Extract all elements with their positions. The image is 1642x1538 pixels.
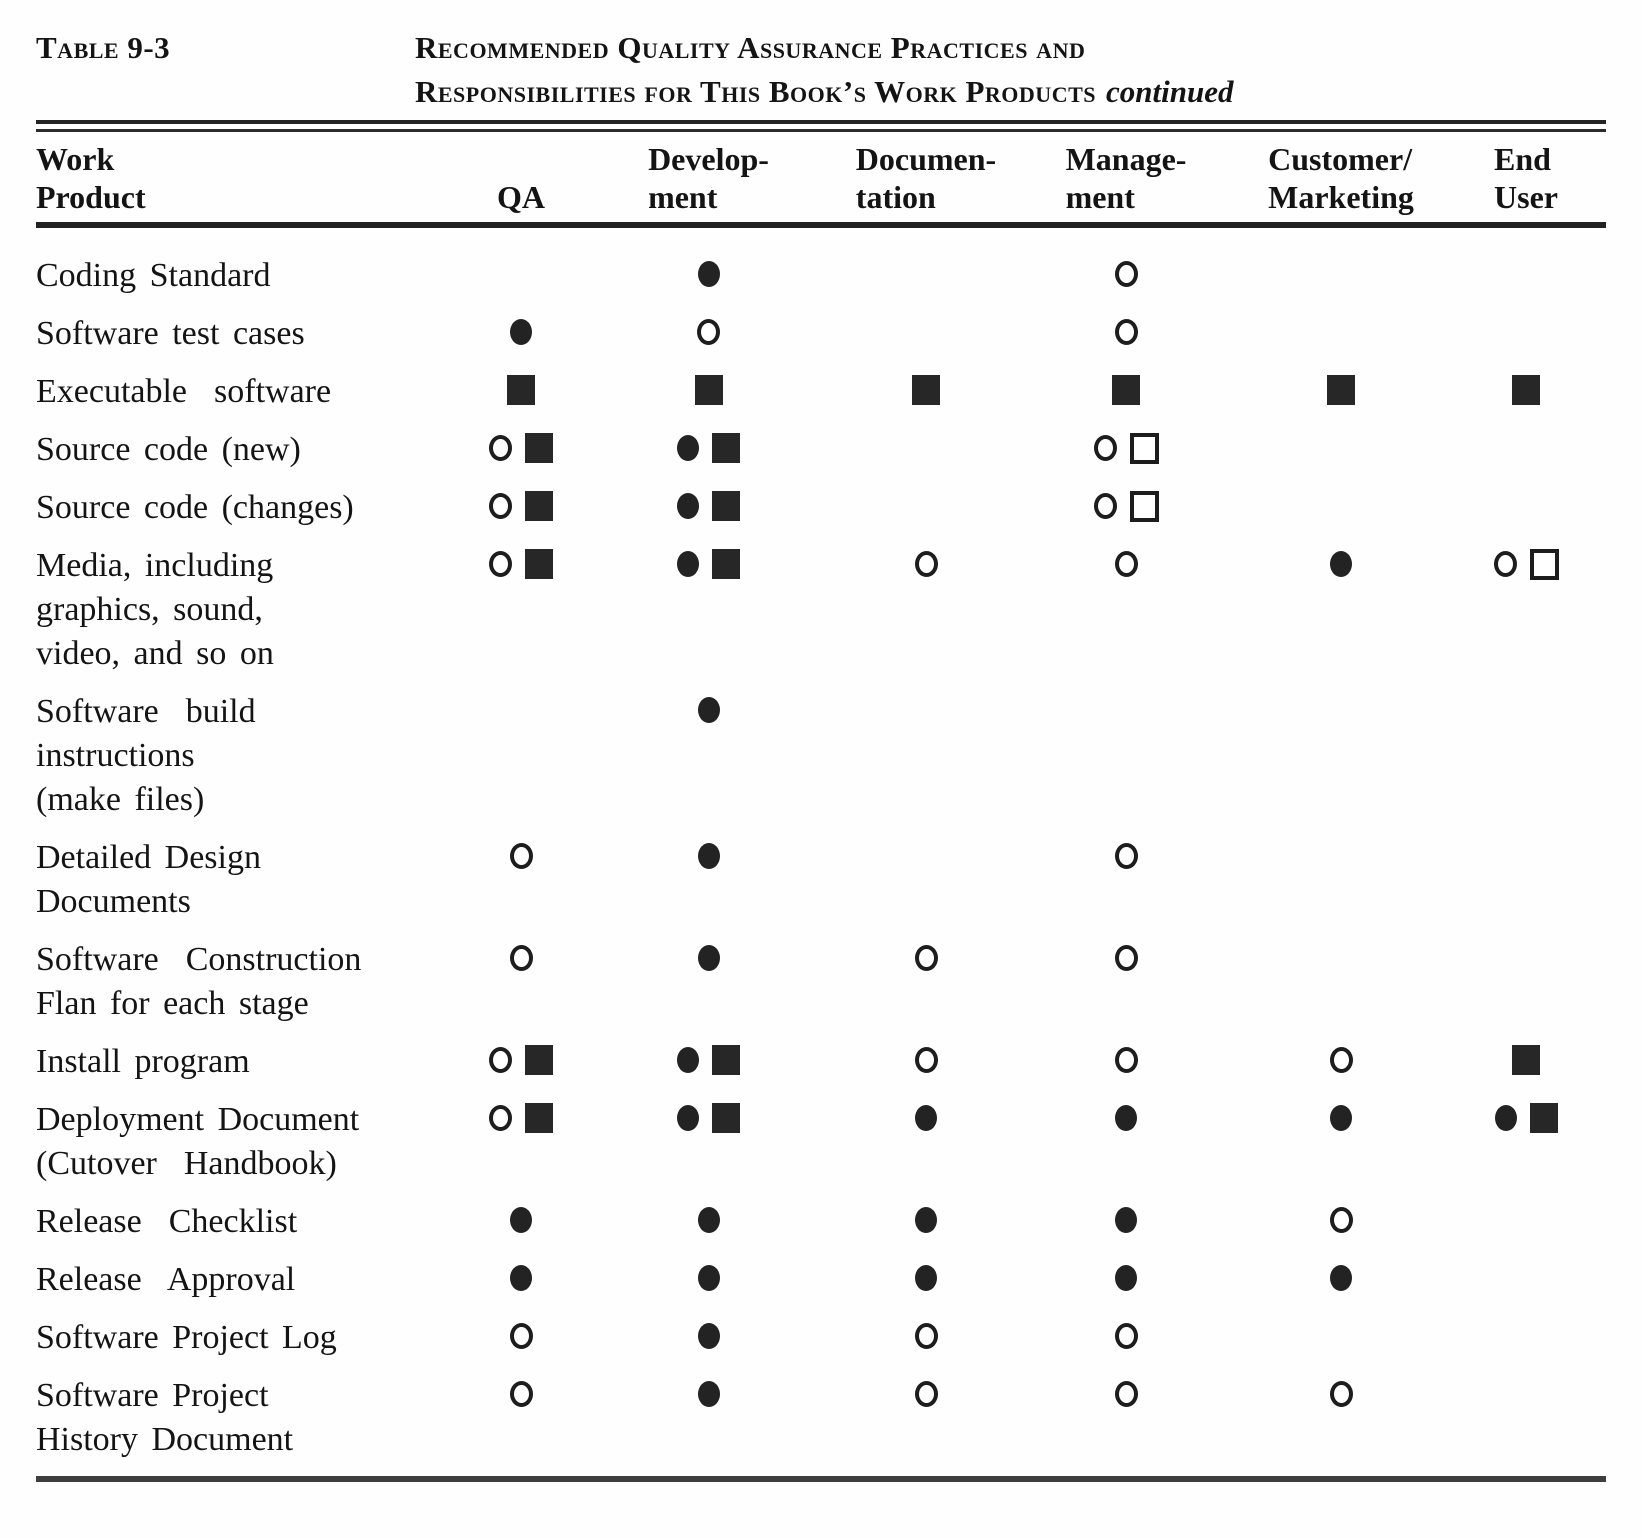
table-cell <box>1021 428 1231 464</box>
table-cell <box>1021 1374 1231 1407</box>
table-cell <box>456 938 586 971</box>
filled-circle-icon <box>1115 1265 1137 1291</box>
filled-circle-icon <box>677 1105 699 1131</box>
table-cell <box>1451 836 1601 843</box>
table-row <box>36 690 1606 822</box>
table-cell <box>1231 1098 1451 1131</box>
work-product-label <box>36 1200 456 1244</box>
header-line1: Develop- <box>648 141 769 177</box>
table-cell <box>1231 312 1451 319</box>
filled-circle-icon <box>698 843 720 869</box>
open-circle-icon <box>697 319 720 345</box>
filled-square-icon <box>525 1045 553 1075</box>
table-cell <box>1231 1200 1451 1233</box>
table-cell <box>831 1200 1021 1233</box>
open-circle-icon <box>489 1047 512 1073</box>
table-cell <box>1451 428 1601 435</box>
filled-circle-icon <box>510 1265 532 1291</box>
table-row <box>36 1374 1606 1462</box>
table-cell <box>1021 1316 1231 1349</box>
open-circle-icon <box>1094 435 1117 461</box>
work-product-label <box>36 312 456 356</box>
table-cell <box>1021 1258 1231 1291</box>
filled-square-icon <box>1512 375 1540 405</box>
work-product-label-line: Release Checklist <box>36 1203 298 1240</box>
filled-circle-icon <box>698 945 720 971</box>
table-cell <box>586 428 831 463</box>
table-cell <box>586 938 831 971</box>
work-product-label <box>36 1316 456 1360</box>
table-cell <box>831 1040 1021 1073</box>
open-circle-icon <box>1115 551 1138 577</box>
filled-square-icon <box>912 375 940 405</box>
table-row <box>36 1258 1606 1302</box>
filled-circle-icon <box>698 1207 720 1233</box>
table-cell <box>456 1316 586 1349</box>
filled-circle-icon <box>698 261 720 287</box>
open-square-icon <box>1130 433 1159 464</box>
table-cell <box>831 690 1021 697</box>
header-development <box>586 140 831 216</box>
filled-circle-icon <box>915 1207 937 1233</box>
filled-square-icon <box>712 1103 740 1133</box>
table-cell <box>1231 1040 1451 1073</box>
filled-circle-icon <box>1495 1105 1517 1131</box>
work-product-label-line: History Document <box>36 1421 294 1458</box>
header-customer-marketing <box>1231 140 1451 216</box>
work-product-label-line: Detailed Design <box>36 839 261 876</box>
work-product-label-line: Software Construction <box>36 941 362 978</box>
filled-square-icon <box>525 491 553 521</box>
work-product-label <box>36 1098 456 1186</box>
work-product-label <box>36 428 456 472</box>
work-product-label-line: Media, including <box>36 547 274 584</box>
open-circle-icon <box>510 1381 533 1407</box>
table-cell <box>1231 938 1451 945</box>
bottom-rule <box>36 1476 1606 1482</box>
table-cell <box>831 486 1021 493</box>
table-cell <box>831 428 1021 435</box>
table-cell <box>586 1098 831 1133</box>
table-cell <box>831 1258 1021 1291</box>
filled-square-icon <box>712 433 740 463</box>
filled-square-icon <box>1327 375 1355 405</box>
open-circle-icon <box>1094 493 1117 519</box>
table-cell <box>831 938 1021 971</box>
table-row <box>36 370 1606 414</box>
work-product-label-line: Software build <box>36 693 256 730</box>
header-work-product <box>36 140 456 216</box>
table-cell <box>1451 254 1601 261</box>
table-cell <box>586 370 831 405</box>
table-cell <box>1231 1258 1451 1291</box>
table-cell <box>586 1258 831 1291</box>
work-product-label-line: Software test cases <box>36 315 305 352</box>
table-body <box>36 254 1606 1462</box>
table-cell <box>1021 938 1231 971</box>
table-cell <box>456 1258 586 1291</box>
open-square-icon <box>1130 491 1159 522</box>
header-line2: ment <box>1065 179 1135 215</box>
filled-square-icon <box>507 375 535 405</box>
table-cell <box>1021 486 1231 522</box>
table-cell <box>1021 544 1231 577</box>
filled-circle-icon <box>698 697 720 723</box>
header-line2: Product <box>36 179 146 215</box>
table-cell <box>1021 1040 1231 1073</box>
open-circle-icon <box>1115 1323 1138 1349</box>
table-cell <box>456 428 586 463</box>
table-cell <box>1451 312 1601 319</box>
work-product-label <box>36 1374 456 1462</box>
filled-circle-icon <box>1115 1207 1137 1233</box>
work-product-label <box>36 836 456 924</box>
table-cell <box>586 1200 831 1233</box>
table-cell <box>831 312 1021 319</box>
work-product-label-line: Executable software <box>36 373 332 410</box>
filled-square-icon <box>712 1045 740 1075</box>
open-circle-icon <box>1115 1381 1138 1407</box>
header-end-user <box>1451 140 1601 216</box>
table-cell <box>456 370 586 405</box>
work-product-label <box>36 1040 456 1084</box>
table-cell <box>1231 836 1451 843</box>
table-cell <box>831 254 1021 261</box>
table-cell <box>1451 1316 1601 1323</box>
work-product-label-line: Coding Standard <box>36 257 271 294</box>
open-circle-icon <box>1115 945 1138 971</box>
top-double-rule <box>36 120 1606 132</box>
table-cell <box>1231 486 1451 493</box>
work-product-label-line: video, and so on <box>36 635 274 672</box>
table-cell <box>1021 254 1231 287</box>
table-cell <box>1451 1040 1601 1075</box>
filled-square-icon <box>1530 1103 1558 1133</box>
table-cell <box>586 544 831 579</box>
table-row <box>36 312 1606 356</box>
table-cell <box>1451 938 1601 945</box>
filled-square-icon <box>525 1103 553 1133</box>
filled-square-icon <box>525 549 553 579</box>
header-line2: Marketing <box>1268 179 1414 215</box>
table-cell <box>456 1098 586 1133</box>
table-cell <box>1021 312 1231 345</box>
filled-circle-icon <box>1330 1265 1352 1291</box>
table-cell <box>1451 370 1601 405</box>
work-product-label-line: Install program <box>36 1043 250 1080</box>
open-circle-icon <box>915 945 938 971</box>
open-circle-icon <box>1494 551 1517 577</box>
work-product-label-line: Deployment Document <box>36 1101 360 1138</box>
table-row <box>36 1040 1606 1084</box>
table-row <box>36 486 1606 530</box>
filled-circle-icon <box>915 1105 937 1131</box>
open-circle-icon <box>1115 261 1138 287</box>
table-cell <box>1451 690 1601 697</box>
header-line2: User <box>1494 179 1558 215</box>
work-product-label-line: Software Project <box>36 1377 269 1414</box>
open-circle-icon <box>510 945 533 971</box>
open-circle-icon <box>1115 319 1138 345</box>
table-cell <box>586 254 831 287</box>
filled-circle-icon <box>510 1207 532 1233</box>
table-cell <box>1021 1200 1231 1233</box>
work-product-label-line: Flan for each stage <box>36 985 309 1022</box>
filled-circle-icon <box>677 1047 699 1073</box>
table-cell <box>1021 370 1231 405</box>
work-product-label <box>36 254 456 298</box>
table-cell <box>1451 1200 1601 1207</box>
filled-circle-icon <box>677 435 699 461</box>
header-line1: Manage- <box>1065 141 1187 177</box>
table-row <box>36 1098 1606 1186</box>
table-title-line1: Recommended Quality Assurance Practices and <box>415 30 1086 65</box>
table-cell <box>1231 690 1451 697</box>
filled-square-icon <box>1112 375 1140 405</box>
open-circle-icon <box>915 1381 938 1407</box>
header-documentation <box>831 140 1021 216</box>
header-line1: Customer/ <box>1268 141 1413 177</box>
work-product-label-line: Source code (new) <box>36 431 301 468</box>
table-title-line2 <box>415 70 1606 114</box>
work-product-label <box>36 370 456 414</box>
header-line2: ment <box>648 179 718 215</box>
table-title <box>415 26 1606 114</box>
work-product-label-line: Source code (changes) <box>36 489 354 526</box>
table-cell <box>1451 1258 1601 1265</box>
table-cell <box>586 836 831 869</box>
open-circle-icon <box>915 551 938 577</box>
open-circle-icon <box>1330 1047 1353 1073</box>
open-square-icon <box>1530 549 1559 580</box>
table-cell <box>456 690 586 697</box>
table-row <box>36 938 1606 1026</box>
table-row <box>36 428 1606 472</box>
filled-circle-icon <box>1330 551 1352 577</box>
open-circle-icon <box>489 435 512 461</box>
table-cell <box>456 1374 586 1407</box>
open-circle-icon <box>489 551 512 577</box>
table-cell <box>831 544 1021 577</box>
table-row <box>36 1316 1606 1360</box>
filled-square-icon <box>695 375 723 405</box>
open-circle-icon <box>1115 1047 1138 1073</box>
work-product-label-line: (make files) <box>36 781 205 818</box>
filled-square-icon <box>525 433 553 463</box>
table-cell <box>1231 1374 1451 1407</box>
table-cell <box>586 690 831 723</box>
work-product-label-line: Documents <box>36 883 191 920</box>
table-title-line2-text: Responsibilities for This Book’s Work Products <box>415 74 1096 109</box>
table-cell <box>456 254 586 261</box>
table-cell <box>456 544 586 579</box>
table-cell <box>1021 1098 1231 1131</box>
filled-circle-icon <box>698 1265 720 1291</box>
table-cell <box>831 370 1021 405</box>
table-cell <box>1231 428 1451 435</box>
header-line1: End <box>1494 141 1551 177</box>
header-management <box>1021 140 1231 216</box>
table-cell <box>1231 370 1451 405</box>
table-cell <box>586 1374 831 1407</box>
filled-circle-icon <box>510 319 532 345</box>
table-cell <box>456 486 586 521</box>
filled-circle-icon <box>677 493 699 519</box>
header-line2: tation <box>855 179 936 215</box>
work-product-label <box>36 486 456 530</box>
open-circle-icon <box>489 493 512 519</box>
table-cell <box>831 1374 1021 1407</box>
work-product-label <box>36 1258 456 1302</box>
filled-circle-icon <box>677 551 699 577</box>
open-circle-icon <box>1115 843 1138 869</box>
table-number: Table 9-3 <box>36 30 171 65</box>
work-product-label-line: graphics, sound, <box>36 591 263 628</box>
table-cell <box>586 486 831 521</box>
table-cell <box>1021 690 1231 697</box>
header-line2: QA <box>497 179 545 215</box>
table-row <box>36 544 1606 676</box>
filled-circle-icon <box>1115 1105 1137 1131</box>
table-cell <box>1451 544 1601 580</box>
table-cell <box>1451 1374 1601 1381</box>
table-row <box>36 254 1606 298</box>
open-circle-icon <box>915 1323 938 1349</box>
table-cell <box>456 1200 586 1233</box>
table-header-row <box>36 132 1606 228</box>
table-cell <box>586 312 831 345</box>
work-product-label-line: instructions <box>36 737 195 774</box>
work-product-label <box>36 544 456 676</box>
filled-circle-icon <box>915 1265 937 1291</box>
work-product-label-line: (Cutover Handbook) <box>36 1145 337 1182</box>
table-cell <box>831 1316 1021 1349</box>
table-cell <box>1451 486 1601 493</box>
open-circle-icon <box>510 843 533 869</box>
table-cell <box>1451 1098 1601 1133</box>
filled-square-icon <box>1512 1045 1540 1075</box>
work-product-label <box>36 938 456 1026</box>
filled-square-icon <box>712 549 740 579</box>
open-circle-icon <box>915 1047 938 1073</box>
filled-circle-icon <box>698 1323 720 1349</box>
table-cell <box>1231 1316 1451 1323</box>
table-cell <box>1231 254 1451 261</box>
header-line1: Work <box>36 141 115 177</box>
table-caption <box>36 26 1606 114</box>
filled-square-icon <box>712 491 740 521</box>
work-product-label <box>36 690 456 822</box>
filled-circle-icon <box>698 1381 720 1407</box>
open-circle-icon <box>510 1323 533 1349</box>
table-cell <box>586 1040 831 1075</box>
table-title-continued: continued <box>1106 74 1234 109</box>
table-cell <box>831 836 1021 843</box>
table-cell <box>1021 836 1231 869</box>
table-row <box>36 836 1606 924</box>
table-cell <box>456 312 586 345</box>
table-cell <box>831 1098 1021 1131</box>
table-cell <box>456 836 586 869</box>
table-row <box>36 1200 1606 1244</box>
open-circle-icon <box>1330 1207 1353 1233</box>
filled-circle-icon <box>1330 1105 1352 1131</box>
header-qa <box>456 178 586 216</box>
table-cell <box>456 1040 586 1075</box>
table-cell <box>1231 544 1451 577</box>
header-line1: Documen- <box>855 141 997 177</box>
open-circle-icon <box>1330 1381 1353 1407</box>
open-circle-icon <box>489 1105 512 1131</box>
work-product-label-line: Software Project Log <box>36 1319 337 1356</box>
work-product-label-line: Release Approval <box>36 1261 296 1298</box>
table-cell <box>586 1316 831 1349</box>
